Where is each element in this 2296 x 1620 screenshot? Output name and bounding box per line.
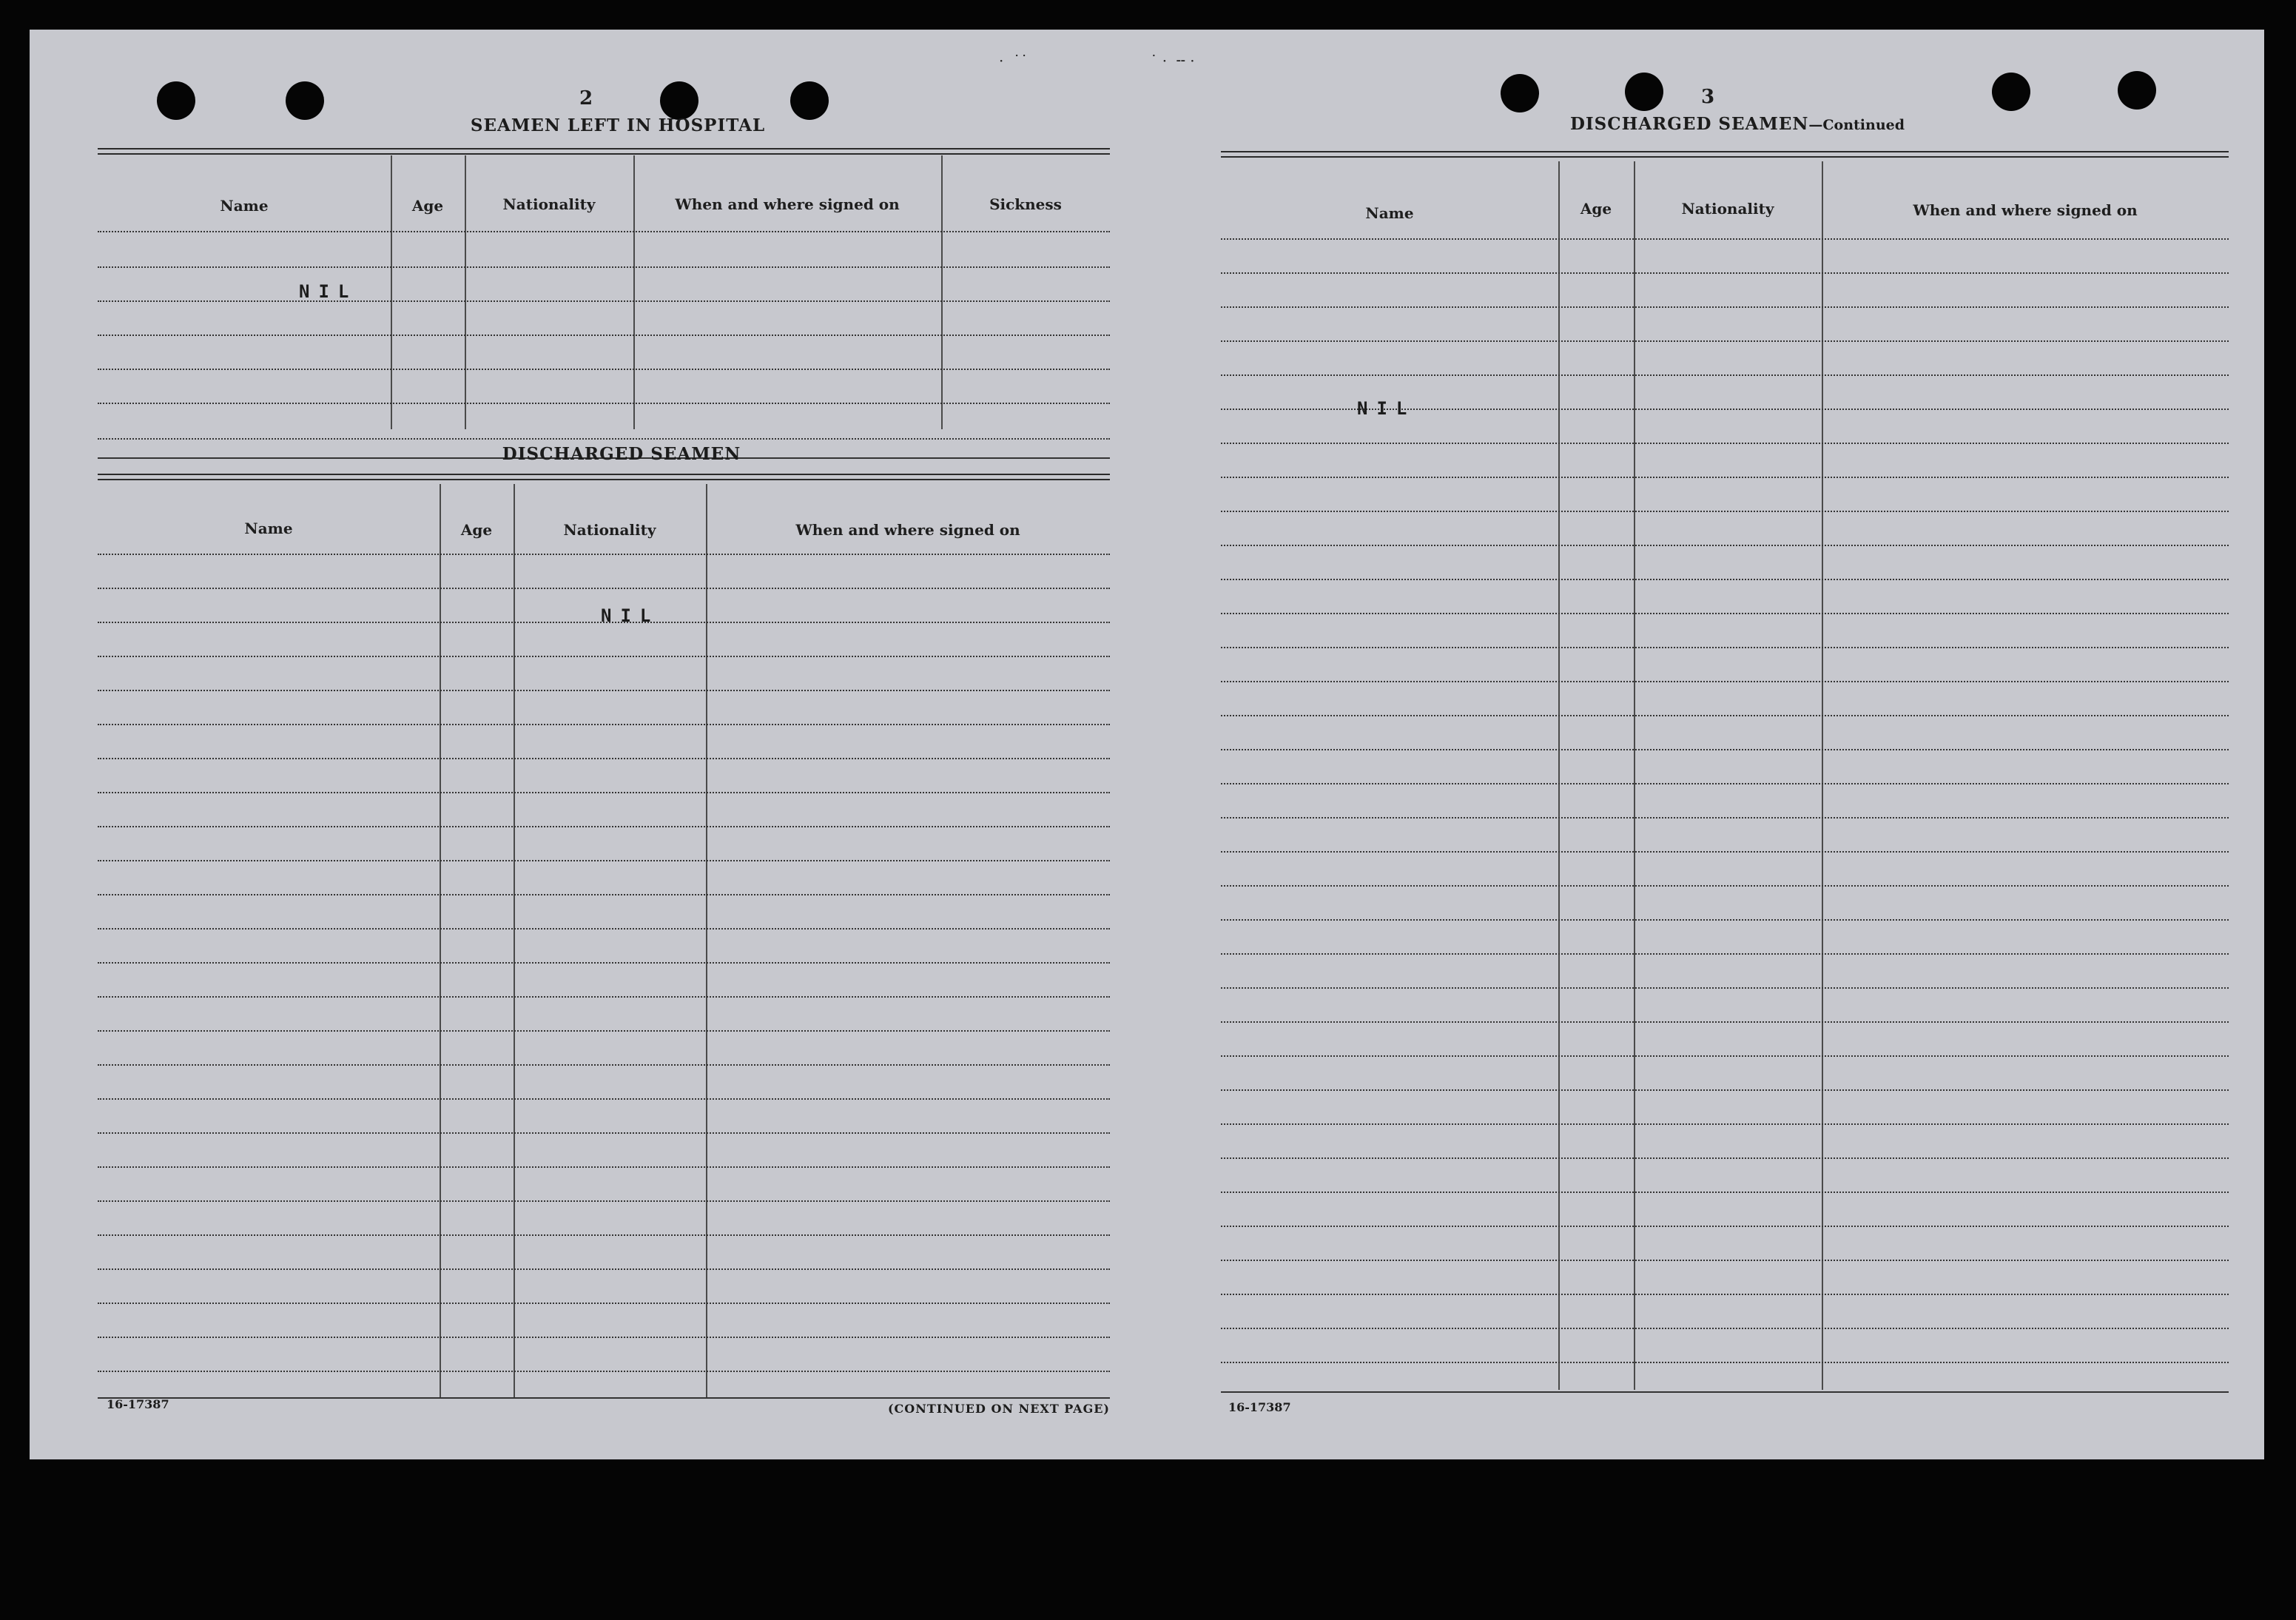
- discharged-col-signed-on: When and where signed on: [795, 521, 1020, 539]
- right-page-number: 3: [1700, 86, 1715, 108]
- hospital-table: [98, 148, 1110, 459]
- discharged-continued-title: [1508, 114, 1967, 134]
- continued-note: (CONTINUED ON NEXT PAGE): [887, 1402, 1110, 1416]
- punch-hole: [157, 81, 195, 120]
- hospital-col-sickness: Sickness: [989, 195, 1062, 213]
- scan-specks: · ˙˙ ˙ · ╌ ·: [999, 52, 1195, 70]
- discharged-continued-title-suffix: —Continued: [1808, 117, 1905, 133]
- discharged-table-right: [1221, 151, 2229, 1419]
- left-page-number: 2: [579, 87, 593, 110]
- hospital-col-name: Name: [220, 197, 269, 215]
- right-col-age: Age: [1580, 200, 1612, 218]
- punch-hole: [1625, 73, 1663, 111]
- discharged-col-age: Age: [460, 521, 493, 539]
- discharged-nil-entry: NIL: [601, 605, 660, 626]
- discharged-continued-title-main: DISCHARGED SEAMEN: [1569, 114, 1809, 134]
- hospital-nil-entry: NIL: [299, 281, 358, 302]
- discharged-col-nationality: Nationality: [563, 521, 656, 539]
- left-form-number: 16-17387: [107, 1397, 169, 1411]
- discharged-col-name: Name: [244, 520, 293, 537]
- hospital-col-age: Age: [411, 197, 444, 215]
- right-col-name: Name: [1365, 204, 1414, 222]
- discharged-table-left: [98, 474, 1110, 1433]
- discharged-section-title: DISCHARGED SEAMEN: [502, 444, 741, 464]
- punch-hole: [286, 81, 324, 120]
- right-col-signed-on: When and where signed on: [1913, 201, 2138, 219]
- document-sheet: [30, 30, 2264, 1459]
- punch-hole: [2118, 71, 2156, 110]
- punch-hole: [1501, 74, 1539, 112]
- hospital-col-signed-on: When and where signed on: [675, 195, 900, 213]
- punch-hole: [660, 81, 698, 120]
- hospital-section-title: SEAMEN LEFT IN HOSPITAL: [470, 115, 766, 135]
- right-col-nationality: Nationality: [1681, 200, 1774, 218]
- hospital-col-nationality: Nationality: [502, 195, 596, 213]
- right-nil-entry: NIL: [1357, 398, 1416, 419]
- punch-hole: [790, 81, 829, 120]
- right-form-number: 16-17387: [1228, 1400, 1291, 1414]
- punch-hole: [1992, 73, 2030, 111]
